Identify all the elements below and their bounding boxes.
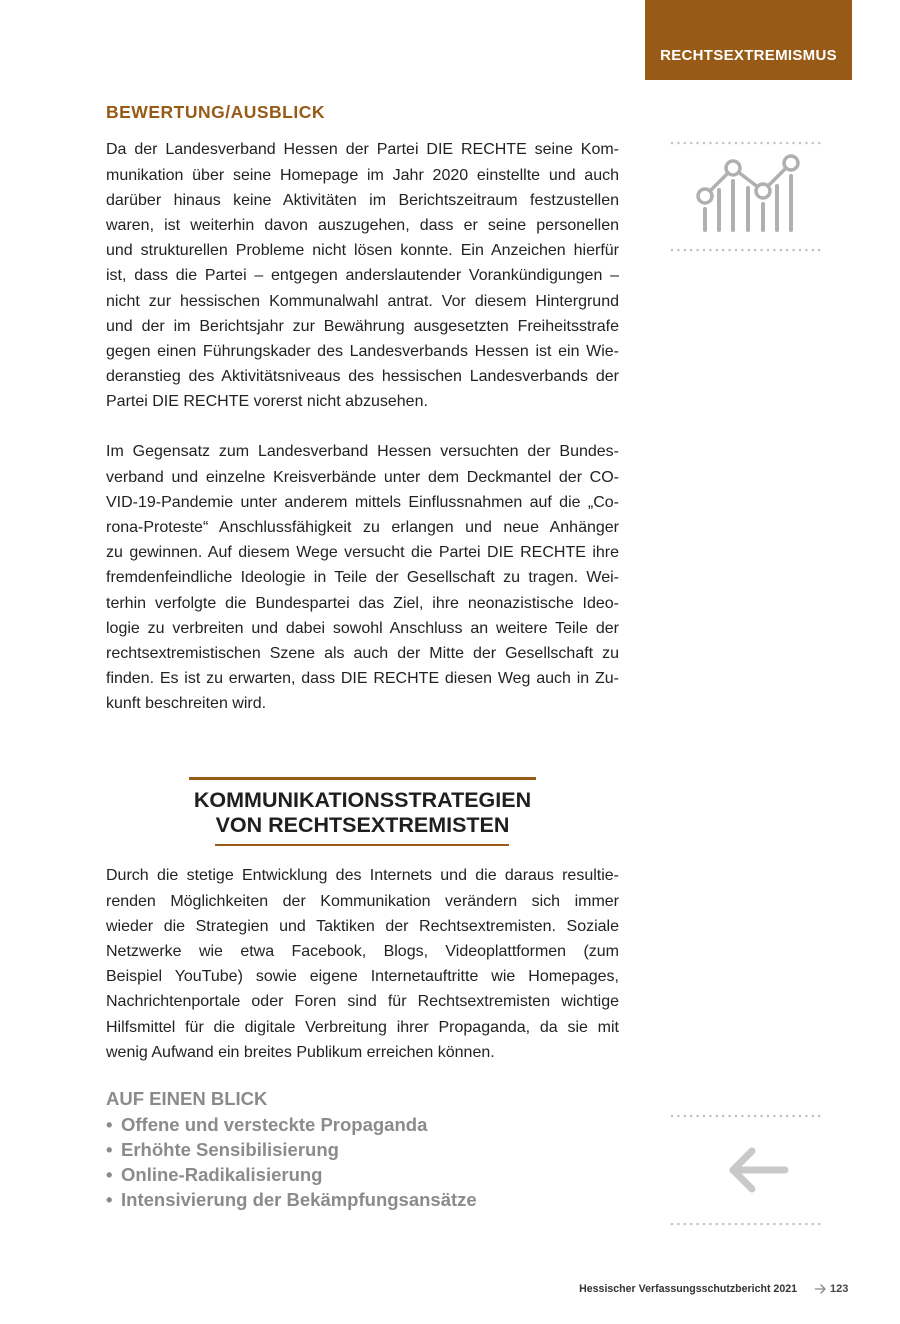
paragraph-line: nicht zur hessischen Kommunalwahl antrat. Vor diesem Hintergrund [106, 292, 619, 310]
summary-title: AUF EINEN BLICK [106, 1088, 268, 1110]
paragraph-line: gegen einen Führungskader des Landesverbands Hessen ist ein Wie- [106, 342, 619, 360]
bullet-icon: • [106, 1189, 113, 1211]
heading-rule-bottom [215, 844, 509, 846]
summary-item [106, 1162, 477, 1187]
heading-rule-top [189, 777, 536, 780]
summary-item [106, 1112, 477, 1137]
summary-item [106, 1137, 477, 1162]
dotted-divider [665, 1111, 830, 1121]
paragraph-line: Durch die stetige Entwicklung des Internets und die daraus resultie- [106, 867, 619, 885]
boxed-heading-line-2: VON RECHTSEXTREMISTEN [215, 812, 510, 837]
summary-item-text: Erhöhte Sensibilisierung [121, 1138, 339, 1160]
paragraph-line: rona-Proteste“ Anschlussfähigkeit zu erlangen und neue Anhänger [106, 518, 619, 536]
paragraph-line: munikation über seine Homepage im Jahr 2020 einstellte und auch [106, 166, 619, 184]
paragraph-line: ist, dass die Partei – entgegen anderslautender Vorankündigungen – [106, 267, 619, 285]
chapter-tab-label: RECHTSEXTREMISMUS [660, 47, 837, 64]
section-heading-assessment: BEWERTUNG/AUSBLICK [106, 102, 325, 122]
bullet-icon: • [106, 1138, 113, 1160]
summary-item-text: Online-Radikalisierung [121, 1164, 323, 1186]
dotted-divider [665, 138, 830, 148]
paragraph-line: logie zu verbreiten und dabei sowohl Anschluss an weitere Teile der [106, 619, 619, 637]
paragraph-line: und der im Berichtsjahr zur Bewährung ausgesetzten Freiheitsstrafe [106, 317, 619, 335]
paragraph-line: VID-19-Pandemie unter anderem mittels Einflussnahmen auf die „Co- [106, 493, 619, 511]
paragraph-line: deranstieg des Aktivitätsniveaus des hessischen Landesverbands der [106, 368, 619, 386]
dotted-divider [665, 245, 830, 255]
paragraph-line: Partei DIE RECHTE vorerst nicht abzusehen. [106, 393, 428, 411]
paragraph-line: waren, ist weiterhin davon auszugehen, dass er seine personellen [106, 216, 619, 234]
paragraph-line: verband und einzelne Kreisverbände unter dem Deckmantel der CO- [106, 468, 619, 486]
paragraph-line: fremdenfeindliche Ideologie in Teile der Gesellschaft zu tragen. Wei- [106, 569, 619, 587]
arrow-right-icon [814, 1283, 827, 1295]
summary-box [106, 1086, 477, 1212]
bullet-icon: • [106, 1164, 113, 1186]
boxed-heading-line-1: KOMMUNIKATIONSSTRATEGIEN [193, 787, 532, 812]
summary-item-text: Offene und versteckte Propaganda [121, 1113, 428, 1135]
footer-publication-title: Hessischer Verfassungsschutzbericht 2021 [579, 1283, 797, 1295]
paragraph-line: kunft beschreiten wird. [106, 695, 267, 713]
bullet-icon: • [106, 1113, 113, 1135]
paragraph-assessment-1 [106, 137, 619, 414]
paragraph-line: wenig Aufwand ein breites Publikum erreichen können. [106, 1043, 495, 1061]
page-number: 123 [830, 1283, 849, 1295]
summary-item-text: Intensivierung der Bekämpfungsansätze [121, 1189, 477, 1211]
paragraph-line: finden. Es ist zu erwarten, dass DIE RECHTE diesen Weg auch in Zu- [106, 670, 619, 688]
paragraph-line: Netzwerke wie etwa Facebook, Blogs, Videoplattformen (zum [106, 942, 619, 960]
paragraph-line: terhin verfolgte die Bundespartei das Ziel, ihre neonazistische Ideo- [106, 594, 619, 612]
paragraph-line: Da der Landesverband Hessen der Partei DIE RECHTE seine Kom- [106, 141, 619, 159]
paragraph-line: zu gewinnen. Auf diesem Wege versucht die Partei DIE RECHTE ihre [106, 544, 619, 562]
paragraph-assessment-2 [106, 439, 619, 716]
dotted-divider [665, 1219, 830, 1229]
line-chart-icon [690, 150, 810, 240]
paragraph-line: rechtsextremistischen Szene als auch der Mitte der Gesellschaft zu [106, 644, 619, 662]
paragraph-line: wieder die Strategien und Taktiken der Rechtsextremisten. Soziale [106, 917, 619, 935]
paragraph-line: und strukturellen Probleme nicht lösen konnte. Ein Anzeichen hierfür [106, 242, 619, 260]
chapter-tab [645, 0, 852, 80]
summary-item [106, 1187, 477, 1212]
paragraph-line: renden Möglichkeiten der Kommunikation verändern sich immer [106, 892, 619, 910]
paragraph-line: Nachrichtenportale oder Foren sind für Rechtsextremisten wichtige [106, 993, 619, 1011]
paragraph-line: Im Gegensatz zum Landesverband Hessen versuchten der Bundes- [106, 443, 619, 461]
paragraph-line: Beispiel YouTube) sowie eigene Internetauftritte wie Homepages, [106, 968, 619, 986]
paragraph-communication [106, 863, 619, 1065]
arrow-left-icon [720, 1140, 800, 1200]
paragraph-line: Hilfsmittel für die digitale Verbreitung ihrer Propaganda, da sie mit [106, 1018, 619, 1036]
paragraph-line: darüber hinaus keine Aktivitäten im Berichtszeitraum festzustellen [106, 191, 619, 209]
